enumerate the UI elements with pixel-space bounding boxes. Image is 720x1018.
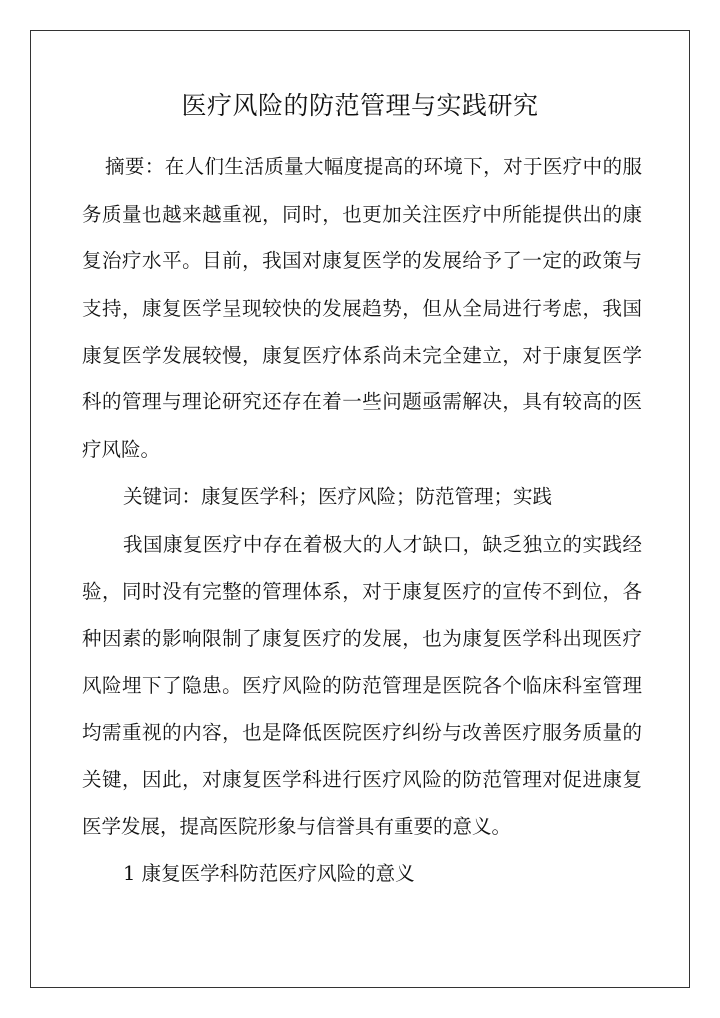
abstract-line: 务质量也越来越重视，同时，也更加关注医疗中所能提供出的康 (82, 203, 642, 226)
abstract-line: 支持，康复医学呈现较快的发展趋势，但从全局进行考虑，我国 (82, 297, 642, 320)
abstract-line: 康复医学发展较慢，康复医疗体系尚未完全建立，对于康复医学 (82, 344, 642, 367)
keywords: 关键词：康复医学科；医疗风险；防范管理；实践 (123, 485, 553, 508)
body-line: 医学发展，提高医院形象与信誉具有重要的意义。 (82, 815, 512, 838)
abstract-line: 科的管理与理论研究还存在着一些问题亟需解决，具有较高的医 (82, 390, 642, 413)
body-line: 关键，因此，对康复医学科进行医疗风险的防范管理对促进康复 (82, 768, 642, 791)
abstract-line: 复治疗水平。目前，我国对康复医学的发展给予了一定的政策与 (82, 249, 642, 272)
abstract-line: 摘要：在人们生活质量大幅度提高的环境下，对于医疗中的服 (105, 155, 642, 178)
abstract-line: 疗风险。 (82, 438, 161, 461)
section-heading: 1 康复医学科防范医疗风险的意义 (123, 862, 415, 885)
document-title: 医疗风险的防范管理与实践研究 (181, 91, 539, 120)
body-line: 风险埋下了隐患。医疗风险的防范管理是医院各个临床科室管理 (82, 674, 642, 697)
body-line: 我国康复医疗中存在着极大的人才缺口，缺乏独立的实践经 (123, 533, 642, 556)
body-line: 验，同时没有完整的管理体系，对于康复医疗的宣传不到位，各 (82, 580, 642, 603)
body-line: 均需重视的内容，也是降低医院医疗纠纷与改善医疗服务质量的 (82, 721, 642, 744)
body-line: 种因素的影响限制了康复医疗的发展，也为康复医学科出现医疗 (82, 627, 642, 650)
